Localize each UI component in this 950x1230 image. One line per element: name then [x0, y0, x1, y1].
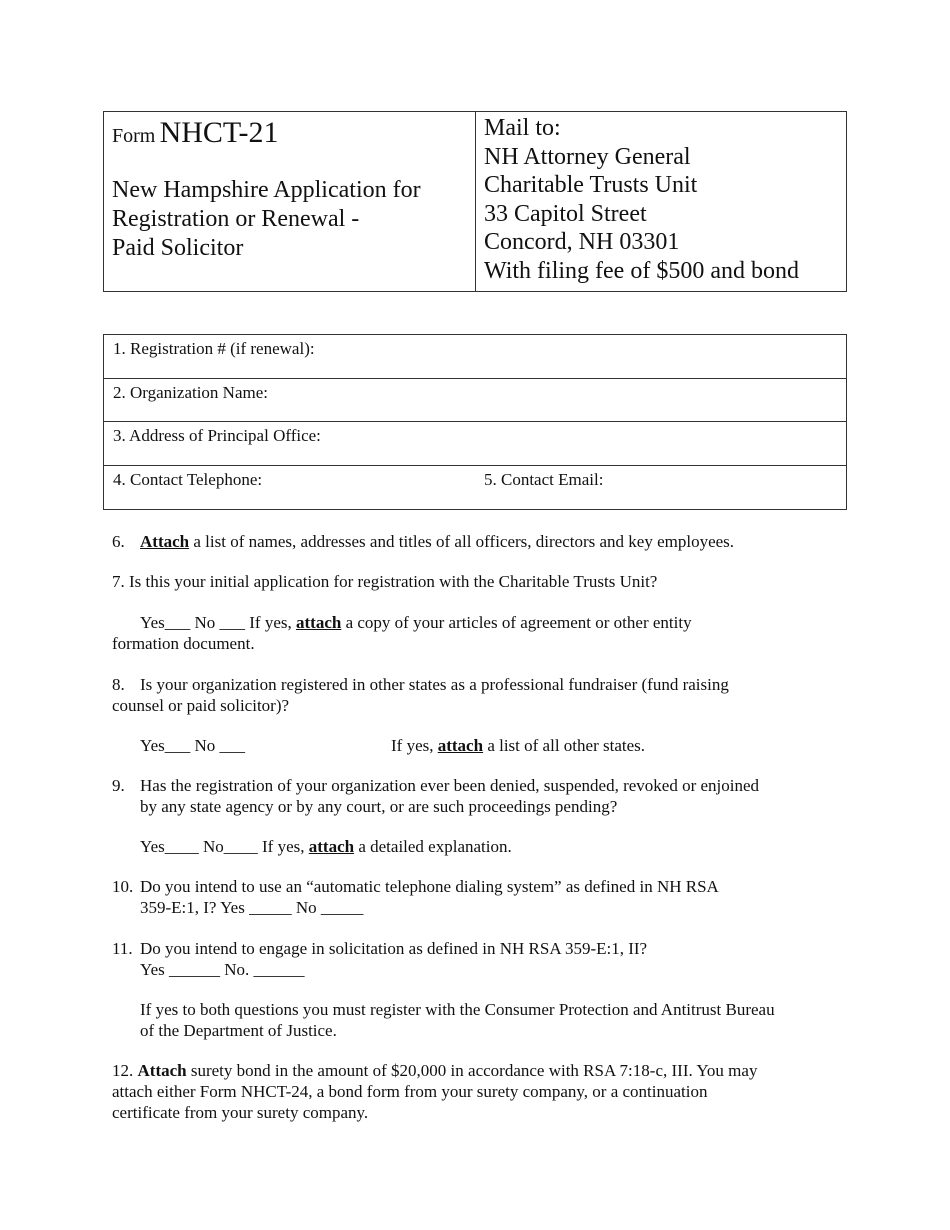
question-7-answer [112, 612, 850, 654]
question-12 [112, 1060, 850, 1123]
yes-no-blanks[interactable]: Yes____ No____ If yes, [140, 837, 309, 856]
attach-keyword: Attach [140, 532, 190, 551]
question-6 [112, 531, 850, 552]
question-text: If yes, [391, 736, 438, 755]
principal-office-address-field[interactable] [104, 422, 846, 466]
mail-line: Charitable Trusts Unit [484, 172, 698, 198]
question-text: 7. Is this your initial application for registration with the Charitable Trusts Unit? [112, 572, 658, 591]
question-text: a list of all other states. [483, 736, 645, 755]
question-text: a copy of your articles of agreement or other entity [341, 613, 692, 632]
question-text-cont: certificate from your surety company. [112, 1103, 369, 1122]
question-text: Has the registration of your organization ever been denied, suspended, revoked or enjoined [140, 776, 760, 795]
title-line: Registration or Renewal - [112, 206, 360, 232]
form-title-cell [104, 112, 476, 291]
question-9 [112, 775, 850, 817]
mailing-address-cell [476, 112, 846, 291]
question-text-cont: by any state agency or by any court, or are such proceedings pending? [140, 797, 618, 816]
application-title [112, 176, 467, 263]
mail-line: Concord, NH 03301 [484, 229, 680, 255]
yes-no-blanks[interactable]: Yes ______ No. ______ [140, 960, 305, 979]
form-code: NHCT-21 [159, 116, 279, 149]
question-10 [112, 876, 850, 918]
question-number: 12. [112, 1061, 134, 1080]
question-11-note [112, 999, 850, 1041]
contact-telephone-label: 4. Contact Telephone: [113, 469, 263, 489]
contact-email-label: 5. Contact Email: [484, 469, 604, 489]
question-number: 6. [112, 532, 125, 551]
question-text-cont: counsel or paid solicitor)? [112, 696, 290, 715]
question-number: 9. [112, 776, 125, 795]
question-text: a list of names, addresses and titles of all officers, directors and key employees. [189, 532, 735, 551]
question-text-cont: formation document. [112, 634, 255, 653]
question-text-cont: attach either Form NHCT-24, a bond form from your surety company, or a continuation [112, 1082, 708, 1101]
question-text: surety bond in the amount of $20,000 in accordance with RSA 7:18-c, III. You may [186, 1061, 758, 1080]
registration-number-field[interactable] [104, 335, 846, 379]
question-text: Do you intend to use an “automatic telephone dialing system” as defined in NH RSA [140, 877, 719, 896]
yes-no-blanks[interactable]: 359-E:1, I? Yes _____ No _____ [140, 898, 364, 917]
attach-keyword: attach [437, 736, 484, 755]
yes-no-blanks[interactable]: Yes___ No ___ If yes, [140, 613, 296, 632]
question-7 [112, 571, 850, 592]
mail-line: Mail to: [484, 115, 561, 141]
form-label: Form [112, 125, 156, 147]
question-text: Is your organization registered in other states as a professional fundraiser (fund raising [140, 675, 729, 694]
question-text: a detailed explanation. [354, 837, 512, 856]
mail-line: NH Attorney General [484, 143, 691, 170]
question-11 [112, 938, 850, 980]
form-id [112, 116, 467, 150]
attach-keyword: attach [308, 837, 355, 856]
contact-row [104, 466, 846, 510]
attach-keyword: attach [296, 613, 342, 632]
note-text: of the Department of Justice. [140, 1021, 337, 1040]
title-line: Paid Solicitor [112, 235, 244, 261]
field-label: 3. Address of Principal Office: [113, 426, 321, 445]
question-8 [112, 674, 850, 716]
question-8-answer [112, 735, 850, 756]
field-label: 2. Organization Name: [113, 382, 269, 402]
question-text: Do you intend to engage in solicitation as defined in NH RSA 359-E:1, II? [140, 939, 648, 958]
note-text: If yes to both questions you must register with the Consumer Protection and Antitrust Bureau [140, 1000, 775, 1019]
organization-name-field[interactable] [104, 379, 846, 423]
mail-line: With filing fee of $500 and bond [484, 257, 799, 284]
attach-keyword: Attach [137, 1061, 187, 1080]
field-label: 1. Registration # (if renewal): [113, 339, 315, 358]
question-9-answer [112, 836, 850, 857]
question-number: 10. [112, 877, 134, 896]
form-header-box [103, 111, 847, 292]
applicant-fields-table [103, 334, 847, 510]
title-line: New Hampshire Application for [112, 177, 421, 203]
question-number: 11. [112, 939, 133, 958]
mail-line: 33 Capitol Street [484, 200, 647, 227]
question-number: 8. [112, 675, 125, 694]
yes-no-blanks[interactable]: Yes___ No ___ [140, 736, 246, 755]
